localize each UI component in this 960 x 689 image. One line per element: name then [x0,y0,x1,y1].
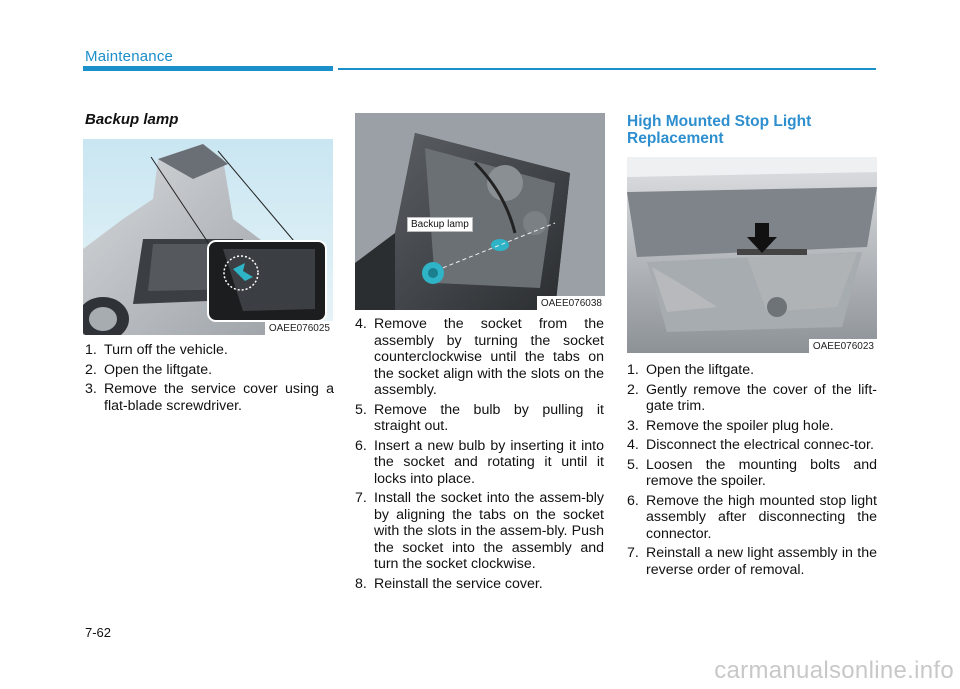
steps-list-col2 [355,316,604,595]
list-item: 3. Remove the spoiler plug hole. [627,417,834,434]
list-item: 3. Remove the service cover using a flat-blade screwdriver. [85,381,334,414]
lamp-socket-illustration [355,113,605,310]
page-number: 7-62 [85,625,112,640]
watermark: carmanualsonline.info [714,657,954,684]
list-item: 5. Loosen the mounting bolts and remove the spoiler. [627,456,877,489]
list-item: 6. Remove the high mounted stop light assembly after disconnecting the connector. [627,492,877,542]
header-rule-accent [83,66,333,71]
list-item: 4. Remove the socket from the assembly by turning the socket counterclockwise until the tabs on the socket align with the slots on the assembly. [355,316,604,398]
figure-code: OAEE076025 [265,321,333,335]
backup-lamp-heading: Backup lamp [85,111,179,128]
figure-backup-lamp-socket [355,113,605,310]
callout-backup-lamp: Backup lamp [407,217,473,232]
list-item: 2. Gently remove the cover of the lift-gate trim. [627,381,877,414]
figure-code: OAEE076038 [537,296,605,310]
car-rear-open-illustration [83,139,333,335]
list-item: 1. Turn off the vehicle. [85,342,228,358]
list-item: 7. Reinstall a new light assembly in the reverse order of removal. [627,545,877,578]
header-rule [338,68,876,70]
figure-code: OAEE076023 [809,339,877,353]
list-item: 7. Install the socket into the assem-bly by aligning the tabs on the socket with the slots in the assem-bly. Push the socket into the assembly and turn the socket clockwise. [355,490,604,572]
list-item: 2. Open the liftgate. [85,361,213,378]
list-item: 6. Insert a new bulb by inserting it into the socket and rotating it until it locks into place. [355,437,604,487]
section-title: Maintenance [85,48,174,65]
list-item: 5. Remove the bulb by pulling it straight out. [355,401,604,434]
figure-liftgate-open [83,139,333,335]
figure-stop-light [627,157,877,353]
steps-list-col3 [627,362,877,581]
list-item: 8. Reinstall the service cover. [355,575,543,592]
list-item: 1. Open the liftgate. [627,362,755,378]
list-item: 4. Disconnect the electrical connec-tor. [627,437,874,453]
steps-list-col1 [85,342,334,417]
car-rear-spoiler-illustration [627,157,877,353]
stop-light-heading: High Mounted Stop Light Replacement [627,113,812,147]
